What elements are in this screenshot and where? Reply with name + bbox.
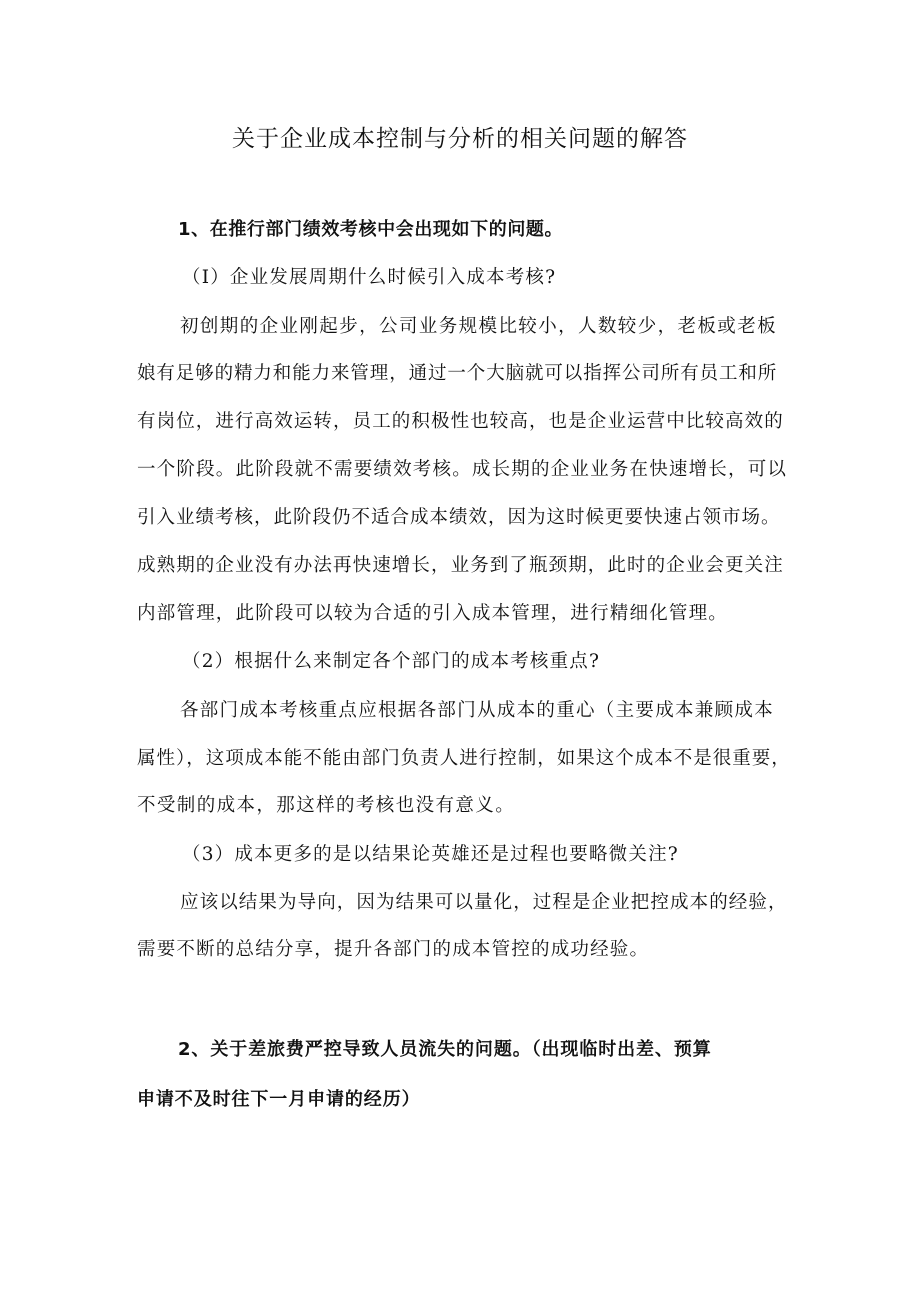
- section2-heading-line-2: 申请不及时往下一月申请的经历）: [137, 1089, 421, 1110]
- answer-1-line-4: 一个阶段。此阶段就不需要绩效考核。成长期的企业业务在快速增长，可以: [137, 459, 788, 480]
- answer-2-line-1: 各部门成本考核重点应根据各部门从成本的重心（主要成本兼顾成本: [180, 700, 775, 721]
- answer-1-line-1: 初创期的企业刚起步，公司业务规模比较小，人数较少，老板或老板: [180, 316, 778, 337]
- answer-1-line-7: 内部管理，此阶段可以较为合适的引入成本管理，进行精细化管理。: [137, 603, 729, 624]
- section1-heading: 1、在推行部门绩效考核中会出现如下的问题。: [178, 219, 564, 240]
- question-2: （2）根据什么来制定各个部门的成本考核重点?: [182, 651, 601, 672]
- answer-1-line-6: 成熟期的企业没有办法再快速增长，业务到了瓶颈期，此时的企业会更关注: [137, 555, 784, 576]
- answer-3-line-2: 需要不断的总结分享，提升各部门的成本管控的成功经验。: [137, 939, 650, 960]
- section2-heading-line-1: 2、关于差旅费严控导致人员流失的问题。（出现临时出差、预算: [178, 1039, 712, 1060]
- answer-1-line-2: 娘有足够的精力和能力来管理，通过一个大脑就可以指挥公司所有员工和所: [137, 363, 778, 384]
- question-3: （3）成本更多的是以结果论英雄还是过程也要略微关注?: [182, 844, 679, 865]
- document-title: 关于企业成本控制与分析的相关问题的解答: [232, 126, 688, 152]
- answer-1-line-3: 有岗位，进行高效运转，员工的积极性也较高，也是企业运营中比较高效的: [137, 411, 784, 432]
- answer-2-line-2: 属性），这项成本能不能由部门负责人进行控制，如果这个成本不是很重要，: [137, 748, 791, 769]
- question-1: （I）企业发展周期什么时候引入成本考核?: [182, 267, 557, 288]
- answer-3-line-1: 应该以结果为导向，因为结果可以量化，过程是企业把控成本的经验，: [180, 892, 788, 913]
- answer-1-line-5: 引入业绩考核，此阶段仍不适合成本绩效，因为这时候更要快速占领市场。: [137, 507, 781, 528]
- answer-2-line-3: 不受制的成本，那这样的考核也没有意义。: [137, 795, 516, 816]
